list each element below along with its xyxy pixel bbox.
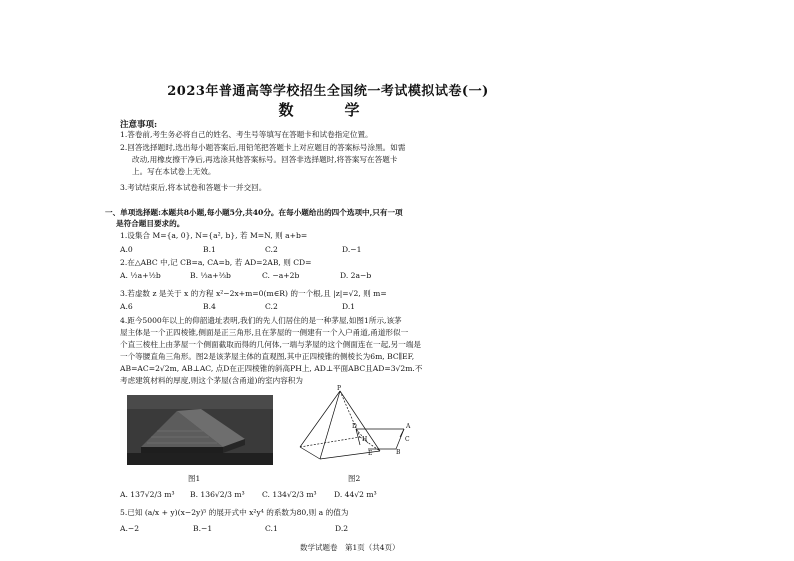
page-title: 2023年普通高等学校招生全国统一考试模拟试卷(一)	[167, 84, 489, 99]
q1-option-b: B.1	[203, 245, 216, 254]
label-e: E	[368, 450, 373, 457]
q4-option-d: D. 44√2 m³	[334, 490, 377, 499]
q3-option-d: D.1	[342, 302, 356, 311]
notice-item: 上。写在本试卷上无效。	[132, 167, 216, 176]
question-4-line: AB=AC=2√2m, AB⊥AC, 点D在正四棱锥的斜高PH上, AD⊥平面ABC且AD=3√2m.不	[120, 364, 423, 373]
notice-item: 1.答卷前,考生务必将自己的姓名、考生号等填写在答题卡和试卷指定位置。	[120, 130, 373, 139]
label-h: H	[362, 436, 368, 443]
q1-option-c: C.2	[265, 245, 278, 254]
q5-option-c: C.1	[265, 524, 278, 533]
question-1-stem: 1.设集合 M={a, 0}, N={a², b}, 若 M=N, 则 a+b=	[120, 231, 308, 240]
q5-option-b: B.−1	[193, 524, 213, 533]
q3-option-a: A.6	[120, 302, 133, 311]
figure-1-caption: 图1	[188, 474, 201, 483]
notice-item: 3.考试结束后,将本试卷和答题卡一并交回。	[120, 183, 267, 192]
question-4-line: 一个等腰直角三角形。图2是该茅屋主体的直观图,其中正四棱锥的侧棱长为6m, BC∥EF,	[120, 352, 415, 361]
q4-option-c: C. 134√2/3 m³	[262, 490, 317, 499]
question-4-line: 个直三棱柱上由茅屋一个侧面截取而得的几何体,一端与茅屋的这个侧面连在一起,另一端是	[120, 340, 421, 349]
q4-option-a: A. 137√2/3 m³	[120, 490, 175, 499]
q3-option-b: B.4	[203, 302, 216, 311]
label-b: B	[396, 449, 401, 456]
notice-item: 改动,用橡皮擦干净后,再选涂其他答案标号。回答非选择题时,将答案写在答题卡	[132, 155, 398, 164]
label-c: C	[405, 436, 410, 443]
question-4-line: 4.距今5000年以上的仰韶遗址表明,我们的先人们居住的是一种茅屋,如图1所示,该茅	[120, 316, 402, 325]
notice-heading: 注意事项:	[120, 120, 158, 130]
question-4-line: 考虑建筑材料的厚度,则这个茅屋(含甬道)的室内容积为	[120, 376, 303, 385]
q1-option-d: D.−1	[342, 245, 362, 254]
notice-item: 2.回答选择题时,选出每小题答案后,用铅笔把答题卡上对应题目的答案标号涂黑。如需	[120, 143, 406, 152]
label-p: P	[337, 385, 342, 392]
section-heading-cont: 是符合题目要求的。	[116, 219, 185, 228]
subject-title: 数 学	[278, 101, 378, 119]
q2-option-c: C. −a+2b	[262, 271, 300, 280]
q5-option-a: A.−2	[120, 524, 140, 533]
q2-option-d: D. 2a−b	[340, 271, 372, 280]
figure-2-caption: 图2	[348, 474, 361, 483]
label-a: A	[406, 423, 411, 430]
q3-option-c: C.2	[265, 302, 278, 311]
question-4-line: 屋主体是一个正四棱锥,侧面是正三角形,且在茅屋的一侧建有一个入户甬道,甬道形似一	[120, 328, 409, 337]
question-3-stem: 3.若虚数 z 是关于 x 的方程 x²−2x+m=0(m∈R) 的一个根,且 |z|=√2, 则 m=	[120, 289, 387, 298]
label-d: D	[352, 423, 357, 430]
q1-option-a: A.0	[120, 245, 133, 254]
section-heading: 一、单项选择题:本题共8小题,每小题5分,共40分。在每小题给出的四个选项中,只有一项	[105, 208, 403, 217]
q4-option-b: B. 136√2/3 m³	[190, 490, 245, 499]
q2-option-b: B. ⅓a+⅔b	[190, 271, 231, 280]
page-footer: 数学试题卷 第1页（共4页）	[300, 543, 400, 552]
q5-option-d: D.2	[335, 524, 349, 533]
question-5-stem: 5.已知 (a/x + y)(x−2y)⁵ 的展开式中 x²y⁴ 的系数为80,则 a 的值为	[120, 508, 349, 517]
question-2-stem: 2.在△ABC 中,记 CB=a, CA=b, 若 AD=2AB, 则 CD=	[120, 258, 312, 267]
q2-option-a: A. ½a+½b	[120, 271, 161, 280]
figure-1-photo	[127, 395, 273, 465]
